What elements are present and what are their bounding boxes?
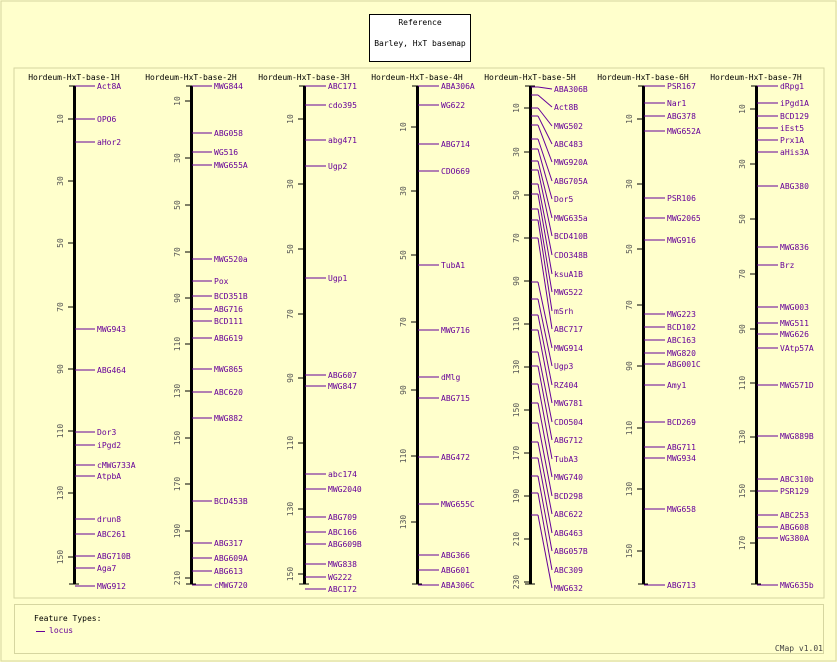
feature-label[interactable]: MWG2065 <box>667 214 701 223</box>
tick-label: 10 <box>399 122 408 132</box>
feature-label[interactable]: ABG609B <box>328 540 362 549</box>
tick-label: 70 <box>399 317 408 327</box>
feature-label[interactable]: MWG716 <box>441 326 470 335</box>
feature-label[interactable]: MWG781 <box>554 399 583 408</box>
feature-label[interactable]: WG622 <box>441 101 466 110</box>
reference-subtitle: Barley, HxT basemap <box>374 39 466 48</box>
feature-label[interactable]: ABC253 <box>780 511 809 520</box>
feature-label[interactable]: abc174 <box>328 470 357 479</box>
tick-label: 190 <box>512 488 521 504</box>
feature-label[interactable]: MWG522 <box>554 288 583 297</box>
feature-label[interactable]: ABC717 <box>554 325 583 334</box>
feature-label[interactable]: MWG2040 <box>328 485 362 494</box>
feature-label[interactable]: ABG001C <box>667 360 701 369</box>
map-title[interactable]: Hordeum-HxT-base-1H <box>28 73 120 82</box>
tick-label: 110 <box>286 435 295 451</box>
feature-label[interactable]: ABG058 <box>214 129 243 138</box>
feature-label[interactable]: ABG705A <box>554 177 588 186</box>
feature-label[interactable]: ABG607 <box>328 371 357 380</box>
tick-label: 70 <box>512 233 521 243</box>
feature-label[interactable]: dRpg1 <box>780 82 805 91</box>
feature-label[interactable]: MWG838 <box>328 560 357 569</box>
tick-label: 170 <box>512 445 521 461</box>
feature-label[interactable]: BCD129 <box>780 112 809 121</box>
feature-label[interactable]: Nar1 <box>667 99 687 108</box>
tick-label: 110 <box>625 420 634 436</box>
feature-label[interactable]: MWG920A <box>554 158 588 167</box>
feature-label[interactable]: iPgd1A <box>780 99 809 108</box>
feature-label[interactable]: mSrh <box>554 307 574 316</box>
feature-label[interactable]: Ugp3 <box>554 362 574 371</box>
tick-label: 110 <box>56 423 65 439</box>
feature-label[interactable]: ABG619 <box>214 334 243 343</box>
tick-label: 30 <box>738 159 747 169</box>
map-axis <box>755 86 758 584</box>
feature-label[interactable]: AtpbA <box>97 472 122 481</box>
feature-label[interactable]: ABG713 <box>667 581 696 590</box>
feature-label[interactable]: ABC310b <box>780 475 814 484</box>
map-title[interactable]: Hordeum-HxT-base-2H <box>145 73 237 82</box>
tick-label: 50 <box>286 244 295 254</box>
tick-label: 150 <box>512 402 521 418</box>
feature-label[interactable]: MWG934 <box>667 454 696 463</box>
feature-label[interactable]: MWG916 <box>667 236 696 245</box>
tick-label: 30 <box>625 179 634 189</box>
feature-label[interactable]: WG516 <box>214 148 239 157</box>
tick-label: 10 <box>512 103 521 113</box>
tick-label: 10 <box>738 104 747 114</box>
feature-label[interactable]: MWG652A <box>667 127 701 136</box>
feature-label[interactable]: aHis3A <box>780 148 809 157</box>
tick-label: 10 <box>625 114 634 124</box>
tick-label: 130 <box>625 481 634 497</box>
feature-label[interactable]: cdo395 <box>328 101 357 110</box>
feature-label[interactable]: CDO669 <box>441 167 470 176</box>
feature-label[interactable]: BCD111 <box>214 317 243 326</box>
feature-label[interactable]: Amy1 <box>667 381 687 390</box>
feature-label[interactable]: MWG912 <box>97 582 126 591</box>
reference-title: Reference <box>398 18 442 27</box>
legend-item-locus: locus <box>49 626 74 635</box>
feature-label[interactable]: Dor3 <box>97 428 117 437</box>
feature-label[interactable]: PSR129 <box>780 487 809 496</box>
tick-label: 210 <box>173 570 182 586</box>
tick-label: 110 <box>399 448 408 464</box>
feature-label[interactable]: MWG655C <box>441 500 475 509</box>
tick-label: 90 <box>399 385 408 395</box>
feature-label[interactable]: OPO6 <box>97 115 117 124</box>
tick-label: 50 <box>399 250 408 260</box>
tick-label: 150 <box>56 549 65 565</box>
feature-label[interactable]: ABG464 <box>97 366 126 375</box>
feature-label[interactable]: ABG380 <box>780 182 809 191</box>
tick-label: 130 <box>738 429 747 445</box>
map-axis <box>190 86 193 584</box>
tick-label: 110 <box>173 336 182 352</box>
feature-label[interactable]: PSR106 <box>667 194 696 203</box>
feature-label[interactable]: ABC171 <box>328 82 357 91</box>
feature-label[interactable]: MWG658 <box>667 505 696 514</box>
feature-label[interactable]: MWG740 <box>554 473 583 482</box>
feature-label[interactable]: iEst5 <box>780 124 805 133</box>
feature-label[interactable]: ABG463 <box>554 529 583 538</box>
feature-label[interactable]: TubA3 <box>554 455 579 464</box>
tick-label: 130 <box>56 485 65 501</box>
feature-label[interactable]: Prx1A <box>780 136 805 145</box>
feature-label[interactable]: MWG820 <box>667 349 696 358</box>
feature-label[interactable]: MWG520a <box>214 255 248 264</box>
tick-label: 170 <box>738 535 747 551</box>
feature-label[interactable]: MWG889B <box>780 432 814 441</box>
feature-label[interactable]: abg471 <box>328 136 357 145</box>
feature-label[interactable]: BCD269 <box>667 418 696 427</box>
feature-label[interactable]: ABG609A <box>214 554 248 563</box>
tick-label: 10 <box>56 114 65 124</box>
feature-label[interactable]: ABG317 <box>214 539 243 548</box>
feature-label[interactable]: ABG378 <box>667 112 696 121</box>
feature-label[interactable]: BCD298 <box>554 492 583 501</box>
feature-label[interactable]: VAtp57A <box>780 344 814 353</box>
feature-label[interactable]: MWG502 <box>554 122 583 131</box>
feature-label[interactable]: MWG836 <box>780 243 809 252</box>
feature-label[interactable]: ABC261 <box>97 530 126 539</box>
feature-label[interactable]: ABG716 <box>214 305 243 314</box>
tick-label: 70 <box>173 247 182 257</box>
tick-label: 30 <box>56 176 65 186</box>
tick-label: 30 <box>399 186 408 196</box>
feature-label[interactable]: RZ404 <box>554 381 579 390</box>
feature-label[interactable]: ABG714 <box>441 140 470 149</box>
feature-label[interactable]: MWG223 <box>667 310 696 319</box>
map-title[interactable]: Hordeum-HxT-base-5H <box>484 73 576 82</box>
tick-label: 150 <box>738 483 747 499</box>
tick-label: 10 <box>173 96 182 106</box>
feature-label[interactable]: BCD453B <box>214 497 248 506</box>
feature-label[interactable]: aHor2 <box>97 138 122 147</box>
feature-label[interactable]: MWG635b <box>780 581 814 590</box>
feature-label[interactable]: ABG057B <box>554 547 588 556</box>
feature-label[interactable]: ksuA1B <box>554 270 583 279</box>
feature-label[interactable]: ABA306B <box>554 85 588 94</box>
feature-label[interactable]: MWG571D <box>780 381 814 390</box>
feature-label[interactable]: ABG613 <box>214 567 243 576</box>
feature-label[interactable]: WG380A <box>780 534 809 543</box>
tick-label: 90 <box>173 293 182 303</box>
feature-label[interactable]: MWG003 <box>780 303 809 312</box>
tick-label: 30 <box>286 179 295 189</box>
feature-label[interactable]: Aga7 <box>97 564 117 573</box>
feature-label[interactable]: MWG943 <box>97 325 126 334</box>
feature-label[interactable]: ABC622 <box>554 510 583 519</box>
version-label: CMap v1.01 <box>774 644 823 653</box>
feature-label[interactable]: drun8 <box>97 515 122 524</box>
map-title[interactable]: Hordeum-HxT-base-3H <box>258 73 350 82</box>
tick-label: 110 <box>512 316 521 332</box>
tick-label: 150 <box>286 566 295 582</box>
tick-label: 50 <box>625 244 634 254</box>
feature-label[interactable]: iPgd2 <box>97 441 122 450</box>
feature-label[interactable]: Act8B <box>554 103 579 112</box>
feature-label[interactable]: PSR167 <box>667 82 696 91</box>
feature-label[interactable]: ABG366 <box>441 551 470 560</box>
tick-label: 150 <box>173 430 182 446</box>
feature-label[interactable]: MWG865 <box>214 365 243 374</box>
tick-label: 50 <box>512 190 521 200</box>
feature-label[interactable]: MWG655A <box>214 161 248 170</box>
tick-label: 70 <box>56 302 65 312</box>
feature-label[interactable]: WG222 <box>328 573 353 582</box>
tick-label: 50 <box>738 214 747 224</box>
feature-label[interactable]: cMWG733A <box>97 461 136 470</box>
feature-label[interactable]: TubA1 <box>441 261 466 270</box>
tick-label: 70 <box>286 309 295 319</box>
feature-label[interactable]: cMWG720 <box>214 581 248 590</box>
feature-label[interactable]: ABA306C <box>441 581 475 590</box>
tick-label: 230 <box>512 574 521 590</box>
feature-label[interactable]: dMlg <box>441 373 461 382</box>
tick-label: 50 <box>56 238 65 248</box>
legend-title: Feature Types: <box>34 614 102 623</box>
reference-box[interactable] <box>369 14 471 62</box>
feature-label[interactable]: MWG882 <box>214 414 243 423</box>
map-title[interactable]: Hordeum-HxT-base-7H <box>710 73 802 82</box>
feature-label[interactable]: Ugp2 <box>328 162 348 171</box>
tick-label: 150 <box>625 543 634 559</box>
feature-label[interactable]: Ugp1 <box>328 274 348 283</box>
map-title[interactable]: Hordeum-HxT-base-6H <box>597 73 689 82</box>
locus-swatch <box>36 631 45 632</box>
tick-label: 130 <box>399 514 408 530</box>
map-title[interactable]: Hordeum-HxT-base-4H <box>371 73 463 82</box>
feature-label[interactable]: Pox <box>214 277 229 286</box>
feature-label[interactable]: ABC166 <box>328 528 357 537</box>
feature-label[interactable]: ABC172 <box>328 585 357 594</box>
map-axis <box>73 86 76 584</box>
tick-label: 30 <box>173 153 182 163</box>
feature-label[interactable]: ABG712 <box>554 436 583 445</box>
feature-label[interactable]: ABG715 <box>441 394 470 403</box>
feature-label[interactable]: ABG601 <box>441 566 470 575</box>
feature-label[interactable]: MWG511 <box>780 319 809 328</box>
feature-label[interactable]: Brz <box>780 261 795 270</box>
tick-label: 210 <box>512 531 521 547</box>
feature-label[interactable]: MWG635a <box>554 214 588 223</box>
feature-label[interactable]: BCD410B <box>554 232 588 241</box>
feature-label[interactable]: MWG626 <box>780 330 809 339</box>
feature-label[interactable]: ABC163 <box>667 336 696 345</box>
feature-label[interactable]: BCD351B <box>214 292 248 301</box>
feature-label[interactable]: ABG472 <box>441 453 470 462</box>
feature-label[interactable]: MWG914 <box>554 344 583 353</box>
tick-label: 110 <box>738 375 747 391</box>
tick-label: 90 <box>56 364 65 374</box>
tick-label: 90 <box>512 276 521 286</box>
feature-label[interactable]: ABA306A <box>441 82 475 91</box>
feature-label[interactable]: ABG709 <box>328 513 357 522</box>
tick-label: 70 <box>738 269 747 279</box>
tick-label: 130 <box>286 501 295 517</box>
tick-label: 170 <box>173 476 182 492</box>
tick-label: 30 <box>512 147 521 157</box>
feature-label[interactable]: ABG710B <box>97 552 131 561</box>
feature-label[interactable]: ABC620 <box>214 388 243 397</box>
map-axis <box>303 86 306 584</box>
tick-label: 90 <box>286 373 295 383</box>
feature-label[interactable]: MWG844 <box>214 82 243 91</box>
feature-types-legend <box>14 604 824 654</box>
feature-label[interactable]: BCD102 <box>667 323 696 332</box>
tick-label: 130 <box>512 359 521 375</box>
tick-label: 130 <box>173 383 182 399</box>
feature-label[interactable]: MWG847 <box>328 382 357 391</box>
tick-label: 70 <box>625 300 634 310</box>
feature-label[interactable]: ABC483 <box>554 140 583 149</box>
tick-label: 90 <box>738 324 747 334</box>
feature-label[interactable]: Act8A <box>97 82 122 91</box>
tick-label: 190 <box>173 523 182 539</box>
feature-label[interactable]: MWG632 <box>554 584 583 593</box>
map-axis <box>416 86 419 584</box>
feature-label[interactable]: ABG608 <box>780 523 809 532</box>
feature-label[interactable]: ABC309 <box>554 566 583 575</box>
feature-label[interactable]: Dor5 <box>554 195 574 204</box>
tick-label: 90 <box>625 361 634 371</box>
tick-label: 50 <box>173 200 182 210</box>
tick-label: 10 <box>286 114 295 124</box>
feature-label[interactable]: CDO348B <box>554 251 588 260</box>
feature-label[interactable]: CDO504 <box>554 418 583 427</box>
feature-label[interactable]: ABG711 <box>667 443 696 452</box>
